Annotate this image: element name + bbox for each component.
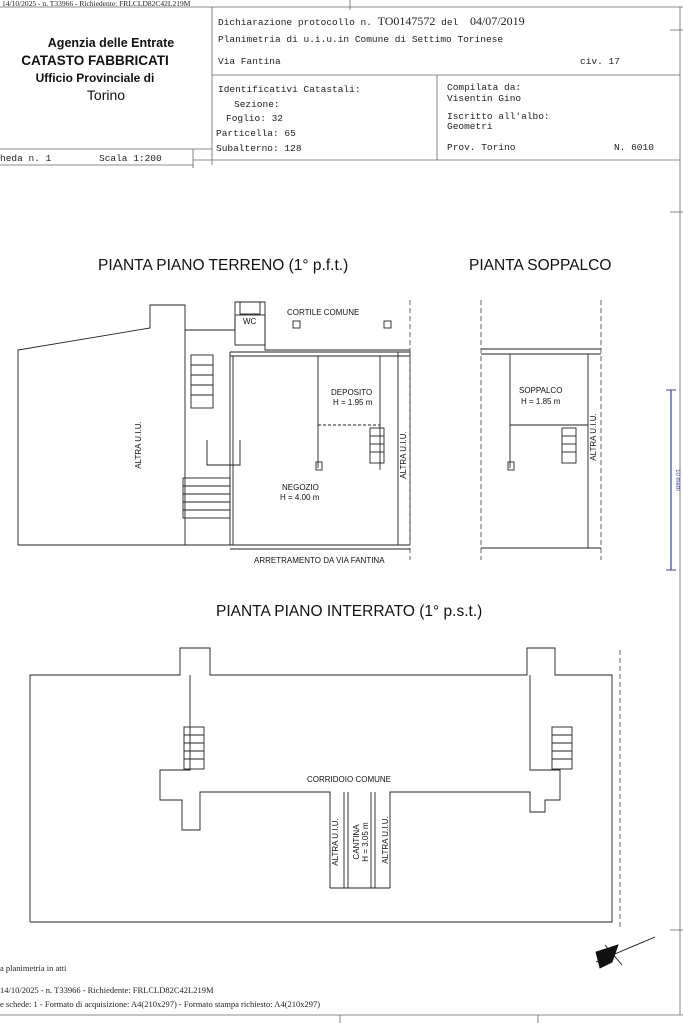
cantina-label: CANTINA (352, 824, 361, 860)
altra-uiu-right: ALTRA U.I.U. (399, 431, 408, 479)
iscrizione-number: N. 6010 (614, 142, 654, 153)
city-label: Torino (86, 87, 126, 103)
foglio-label: Foglio: 32 (226, 113, 284, 124)
altra-uiu-interrato-left: ALTRA U.I.U. (331, 818, 340, 866)
sezione-label: Sezione: (234, 99, 280, 110)
planimetria-line: Planimetria di u.i.u.in Comune di Settimo Torinese (218, 34, 504, 45)
catasto-label: CATASTO FABBRICATI (21, 53, 169, 68)
altra-uiu-soppalco: ALTRA U.I.U. (589, 413, 598, 461)
civico-label: civ. 17 (580, 56, 620, 67)
ufficio-label: Ufficio Provinciale di (35, 71, 155, 85)
soppalco-title: PIANTA SOPPALCO (469, 257, 612, 274)
north-arrow-icon (596, 937, 655, 968)
iscritto-label: Iscritto all'albo: (447, 111, 550, 122)
particella-label: Particella: 65 (216, 128, 296, 139)
soppalco-plan (481, 300, 601, 560)
corridoio-label: CORRIDOIO COMUNE (307, 775, 391, 784)
cantina-height: H = 3.05 m (361, 822, 370, 862)
interrato-plan (30, 648, 620, 930)
deposito-label: DEPOSITO (331, 388, 373, 397)
wc-label: WC (243, 317, 257, 326)
side-scale-bar (666, 390, 680, 570)
terreno-title: PIANTA PIANO TERRENO (1° p.f.t.) (98, 257, 349, 274)
compilata-label: Compilata da: (447, 82, 522, 93)
footer-line-2: e schede: 1 - Formato di acquisizione: A4(210x297) - Formato stampa richiesto: A4(210x297) (0, 999, 321, 1009)
soppalco-label: SOPPALCO (519, 386, 563, 395)
scheda-number: heda n. 1 (0, 153, 52, 164)
arretramento-label: ARRETRAMENTO DA VIA FANTINA (254, 556, 385, 565)
deposito-height: H = 1.95 m (333, 398, 373, 407)
side-scale-label: 10 metri (674, 469, 680, 491)
footer-line-1: 14/10/2025 - n. T33966 - Richiedente: FRLCLD82C42L219M (0, 985, 214, 995)
protocollo-number: TO0147572 (377, 14, 436, 28)
footer-note: a planimetria in atti (0, 963, 67, 973)
via-label: Via Fantina (218, 56, 281, 67)
soppalco-height: H = 1.85 m (521, 397, 561, 406)
altra-uiu-left: ALTRA U.I.U. (134, 421, 143, 469)
prov-label: Prov. Torino (447, 142, 516, 153)
identificativi-title: Identificativi Catastali: (218, 84, 361, 95)
negozio-height: H = 4.00 m (280, 493, 320, 502)
negozio-label: NEGOZIO (282, 483, 319, 492)
interrato-title: PIANTA PIANO INTERRATO (1° p.s.t.) (216, 603, 483, 620)
terreno-plan (18, 300, 410, 560)
dichiarazione-label: Dichiarazione protocollo n. (218, 17, 372, 28)
del-label: del (441, 17, 459, 28)
cortile-label: CORTILE COMUNE (287, 308, 360, 317)
protocollo-date: 04/07/2019 (469, 14, 525, 28)
agency-name: Agenzia delle Entrate (47, 36, 175, 50)
subalterno-label: Subalterno: 128 (216, 143, 302, 154)
scala-label: Scala 1:200 (99, 153, 162, 164)
albo-label: Geometri (447, 121, 493, 132)
compilata-name: Visentin Gino (447, 93, 522, 104)
altra-uiu-interrato-right: ALTRA U.I.U. (381, 816, 390, 864)
top-stamp: 14/10/2025 - n. T33966 - Richiedente: FRLCLD82C42L219M (2, 0, 191, 8)
